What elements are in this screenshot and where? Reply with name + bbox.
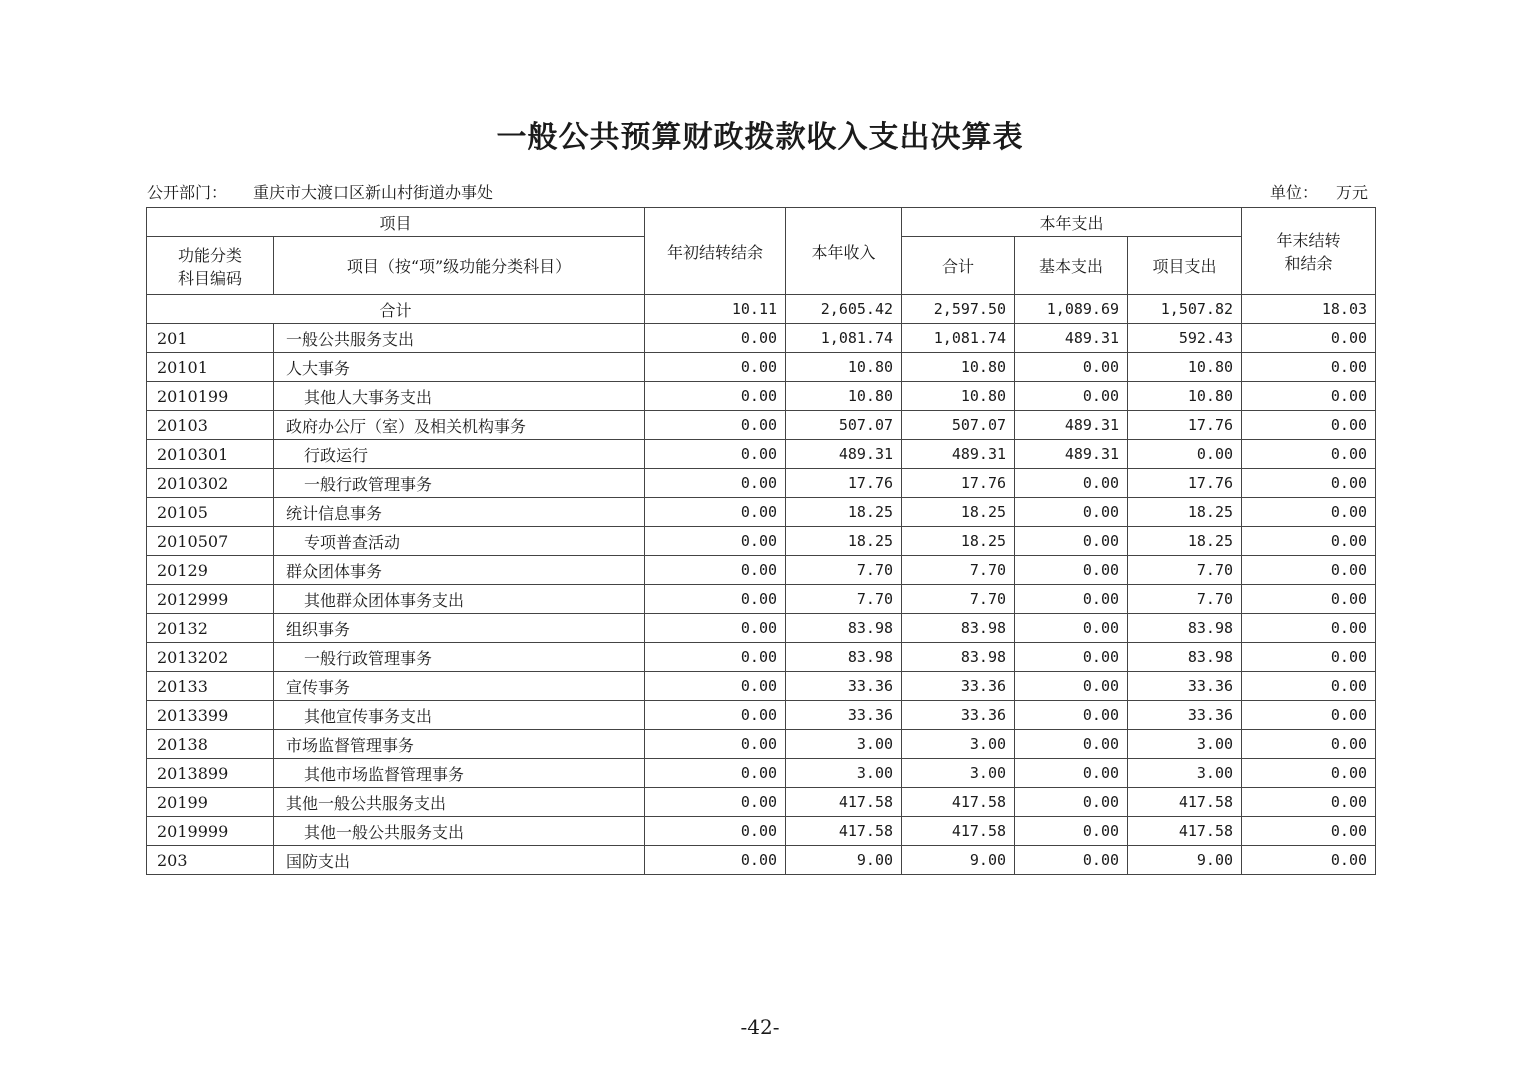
table-row xyxy=(147,759,1376,788)
row-name: 宣传事务 xyxy=(274,672,645,701)
row-name: 市场监督管理事务 xyxy=(274,730,645,759)
total-closing: 18.03 xyxy=(1242,295,1376,324)
row-income: 10.80 xyxy=(786,353,902,382)
row-code: 2013899 xyxy=(147,759,274,788)
row-name: 群众团体事务 xyxy=(274,556,645,585)
table-row xyxy=(147,614,1376,643)
page-title: 一般公共预算财政拨款收入支出决算表 xyxy=(496,120,1024,155)
table-row xyxy=(147,527,1376,556)
row-name: 一般行政管理事务 xyxy=(274,469,645,498)
row-name: 政府办公厅（室）及相关机构事务 xyxy=(274,411,645,440)
row-income: 7.70 xyxy=(786,556,902,585)
unit-info xyxy=(1270,180,1368,203)
row-code: 2010507 xyxy=(147,527,274,556)
table-row xyxy=(147,846,1376,875)
row-name: 其他人大事务支出 xyxy=(274,382,645,411)
row-basic: 0.00 xyxy=(1015,469,1128,498)
row-name: 一般行政管理事务 xyxy=(274,643,645,672)
row-code: 20132 xyxy=(147,614,274,643)
total-row xyxy=(147,295,1376,324)
row-total: 489.31 xyxy=(902,440,1015,469)
row-basic: 0.00 xyxy=(1015,643,1128,672)
row-code: 203 xyxy=(147,846,274,875)
row-closing: 0.00 xyxy=(1242,585,1376,614)
row-opening: 0.00 xyxy=(645,440,786,469)
row-basic: 0.00 xyxy=(1015,759,1128,788)
document-meta xyxy=(147,180,1372,204)
department-label: 公开部门： xyxy=(147,183,228,202)
row-closing: 0.00 xyxy=(1242,556,1376,585)
row-project: 10.80 xyxy=(1128,353,1242,382)
row-basic: 489.31 xyxy=(1015,324,1128,353)
table-row xyxy=(147,469,1376,498)
row-code: 20105 xyxy=(147,498,274,527)
row-opening: 0.00 xyxy=(645,672,786,701)
row-total: 10.80 xyxy=(902,353,1015,382)
row-opening: 0.00 xyxy=(645,556,786,585)
row-income: 83.98 xyxy=(786,614,902,643)
row-code: 2010199 xyxy=(147,382,274,411)
row-code: 2012999 xyxy=(147,585,274,614)
row-total: 3.00 xyxy=(902,730,1015,759)
row-code: 2013202 xyxy=(147,643,274,672)
row-code: 20103 xyxy=(147,411,274,440)
row-project: 83.98 xyxy=(1128,643,1242,672)
table-row xyxy=(147,411,1376,440)
row-income: 33.36 xyxy=(786,701,902,730)
row-total: 17.76 xyxy=(902,469,1015,498)
row-total: 33.36 xyxy=(902,701,1015,730)
row-basic: 0.00 xyxy=(1015,846,1128,875)
row-code: 20101 xyxy=(147,353,274,382)
header-closing-line1: 年末结转 xyxy=(1276,231,1341,250)
row-closing: 0.00 xyxy=(1242,469,1376,498)
table-row xyxy=(147,701,1376,730)
row-basic: 0.00 xyxy=(1015,498,1128,527)
header-code xyxy=(147,237,274,295)
row-income: 7.70 xyxy=(786,585,902,614)
header-project-exp: 项目支出 xyxy=(1128,237,1242,295)
row-income: 9.00 xyxy=(786,846,902,875)
header-project: 项目 xyxy=(147,208,645,237)
row-project: 417.58 xyxy=(1128,788,1242,817)
row-name: 其他一般公共服务支出 xyxy=(274,817,645,846)
row-income: 507.07 xyxy=(786,411,902,440)
page-number: -42- xyxy=(740,1015,780,1039)
row-closing: 0.00 xyxy=(1242,730,1376,759)
row-name: 组织事务 xyxy=(274,614,645,643)
row-opening: 0.00 xyxy=(645,324,786,353)
row-opening: 0.00 xyxy=(645,759,786,788)
table-row xyxy=(147,788,1376,817)
row-closing: 0.00 xyxy=(1242,353,1376,382)
row-project: 17.76 xyxy=(1128,469,1242,498)
unit-label: 单位： xyxy=(1269,183,1318,202)
row-project: 7.70 xyxy=(1128,556,1242,585)
table-row xyxy=(147,730,1376,759)
row-total: 33.36 xyxy=(902,672,1015,701)
row-opening: 0.00 xyxy=(645,527,786,556)
row-income: 489.31 xyxy=(786,440,902,469)
row-income: 10.80 xyxy=(786,382,902,411)
row-code: 20129 xyxy=(147,556,274,585)
row-code: 20138 xyxy=(147,730,274,759)
row-project: 18.25 xyxy=(1128,498,1242,527)
row-basic: 0.00 xyxy=(1015,556,1128,585)
row-total: 3.00 xyxy=(902,759,1015,788)
row-income: 417.58 xyxy=(786,817,902,846)
table-row xyxy=(147,440,1376,469)
header-row-1 xyxy=(147,208,1376,237)
row-income: 417.58 xyxy=(786,788,902,817)
row-name: 国防支出 xyxy=(274,846,645,875)
row-name: 其他群众团体事务支出 xyxy=(274,585,645,614)
row-name: 专项普查活动 xyxy=(274,527,645,556)
header-closing-line2: 和结余 xyxy=(1284,254,1333,273)
row-name: 一般公共服务支出 xyxy=(274,324,645,353)
header-total: 合计 xyxy=(902,237,1015,295)
row-opening: 0.00 xyxy=(645,643,786,672)
row-basic: 0.00 xyxy=(1015,672,1128,701)
row-closing: 0.00 xyxy=(1242,643,1376,672)
header-item-name: 项目（按“项”级功能分类科目） xyxy=(274,237,645,295)
row-income: 18.25 xyxy=(786,527,902,556)
row-income: 3.00 xyxy=(786,759,902,788)
table-row xyxy=(147,353,1376,382)
total-label: 合计 xyxy=(147,295,645,324)
row-total: 417.58 xyxy=(902,788,1015,817)
row-total: 417.58 xyxy=(902,817,1015,846)
row-income: 1,081.74 xyxy=(786,324,902,353)
row-project: 83.98 xyxy=(1128,614,1242,643)
total-project: 1,507.82 xyxy=(1128,295,1242,324)
row-code: 20133 xyxy=(147,672,274,701)
row-project: 592.43 xyxy=(1128,324,1242,353)
row-income: 18.25 xyxy=(786,498,902,527)
row-basic: 0.00 xyxy=(1015,614,1128,643)
row-total: 83.98 xyxy=(902,614,1015,643)
row-project: 17.76 xyxy=(1128,411,1242,440)
row-name: 统计信息事务 xyxy=(274,498,645,527)
row-opening: 0.00 xyxy=(645,353,786,382)
row-basic: 489.31 xyxy=(1015,440,1128,469)
row-closing: 0.00 xyxy=(1242,498,1376,527)
row-basic: 0.00 xyxy=(1015,788,1128,817)
department-name: 重庆市大渡口区新山村街道办事处 xyxy=(253,183,494,202)
row-closing: 0.00 xyxy=(1242,382,1376,411)
row-total: 10.80 xyxy=(902,382,1015,411)
row-project: 10.80 xyxy=(1128,382,1242,411)
row-opening: 0.00 xyxy=(645,614,786,643)
row-code: 2010301 xyxy=(147,440,274,469)
row-opening: 0.00 xyxy=(645,411,786,440)
row-opening: 0.00 xyxy=(645,846,786,875)
row-code: 2010302 xyxy=(147,469,274,498)
row-basic: 0.00 xyxy=(1015,353,1128,382)
table-row xyxy=(147,643,1376,672)
row-closing: 0.00 xyxy=(1242,324,1376,353)
row-income: 3.00 xyxy=(786,730,902,759)
table-row xyxy=(147,324,1376,353)
row-closing: 0.00 xyxy=(1242,614,1376,643)
row-opening: 0.00 xyxy=(645,817,786,846)
table-row xyxy=(147,498,1376,527)
row-project: 3.00 xyxy=(1128,759,1242,788)
unit-value: 万元 xyxy=(1335,183,1368,202)
table-row xyxy=(147,817,1376,846)
header-expenditure: 本年支出 xyxy=(902,208,1242,237)
row-project: 33.36 xyxy=(1128,701,1242,730)
row-project: 417.58 xyxy=(1128,817,1242,846)
row-income: 17.76 xyxy=(786,469,902,498)
row-total: 83.98 xyxy=(902,643,1015,672)
row-income: 33.36 xyxy=(786,672,902,701)
header-code-line1: 功能分类 xyxy=(177,245,242,265)
table-row xyxy=(147,556,1376,585)
row-basic: 0.00 xyxy=(1015,382,1128,411)
row-closing: 0.00 xyxy=(1242,817,1376,846)
row-basic: 0.00 xyxy=(1015,701,1128,730)
header-opening-balance: 年初结转结余 xyxy=(645,208,786,295)
row-project: 18.25 xyxy=(1128,527,1242,556)
row-closing: 0.00 xyxy=(1242,846,1376,875)
department-info xyxy=(147,180,493,203)
row-project: 7.70 xyxy=(1128,585,1242,614)
table-row xyxy=(147,672,1376,701)
table-row xyxy=(147,585,1376,614)
row-project: 3.00 xyxy=(1128,730,1242,759)
row-name: 其他一般公共服务支出 xyxy=(274,788,645,817)
row-opening: 0.00 xyxy=(645,788,786,817)
row-closing: 0.00 xyxy=(1242,701,1376,730)
row-income: 83.98 xyxy=(786,643,902,672)
row-basic: 0.00 xyxy=(1015,730,1128,759)
row-closing: 0.00 xyxy=(1242,672,1376,701)
row-opening: 0.00 xyxy=(645,382,786,411)
row-name: 其他市场监督管理事务 xyxy=(274,759,645,788)
row-total: 18.25 xyxy=(902,527,1015,556)
row-code: 20199 xyxy=(147,788,274,817)
row-project: 9.00 xyxy=(1128,846,1242,875)
total-expenditure: 2,597.50 xyxy=(902,295,1015,324)
row-project: 33.36 xyxy=(1128,672,1242,701)
row-opening: 0.00 xyxy=(645,498,786,527)
row-closing: 0.00 xyxy=(1242,527,1376,556)
row-closing: 0.00 xyxy=(1242,440,1376,469)
row-total: 507.07 xyxy=(902,411,1015,440)
row-closing: 0.00 xyxy=(1242,759,1376,788)
row-total: 18.25 xyxy=(902,498,1015,527)
header-basic: 基本支出 xyxy=(1015,237,1128,295)
row-opening: 0.00 xyxy=(645,585,786,614)
header-closing-balance xyxy=(1242,208,1376,295)
row-total: 9.00 xyxy=(902,846,1015,875)
row-total: 1,081.74 xyxy=(902,324,1015,353)
row-total: 7.70 xyxy=(902,556,1015,585)
total-basic: 1,089.69 xyxy=(1015,295,1128,324)
row-basic: 489.31 xyxy=(1015,411,1128,440)
row-closing: 0.00 xyxy=(1242,788,1376,817)
header-code-line2: 科目编码 xyxy=(177,268,242,288)
row-basic: 0.00 xyxy=(1015,817,1128,846)
total-income: 2,605.42 xyxy=(786,295,902,324)
row-opening: 0.00 xyxy=(645,701,786,730)
row-name: 行政运行 xyxy=(274,440,645,469)
row-opening: 0.00 xyxy=(645,730,786,759)
total-opening: 10.11 xyxy=(645,295,786,324)
row-basic: 0.00 xyxy=(1015,585,1128,614)
budget-table xyxy=(146,207,1376,875)
row-name: 人大事务 xyxy=(274,353,645,382)
table-row xyxy=(147,382,1376,411)
row-name: 其他宣传事务支出 xyxy=(274,701,645,730)
row-project: 0.00 xyxy=(1128,440,1242,469)
row-code: 201 xyxy=(147,324,274,353)
header-income: 本年收入 xyxy=(786,208,902,295)
row-basic: 0.00 xyxy=(1015,527,1128,556)
row-total: 7.70 xyxy=(902,585,1015,614)
row-opening: 0.00 xyxy=(645,469,786,498)
row-code: 2013399 xyxy=(147,701,274,730)
row-closing: 0.00 xyxy=(1242,411,1376,440)
row-code: 2019999 xyxy=(147,817,274,846)
